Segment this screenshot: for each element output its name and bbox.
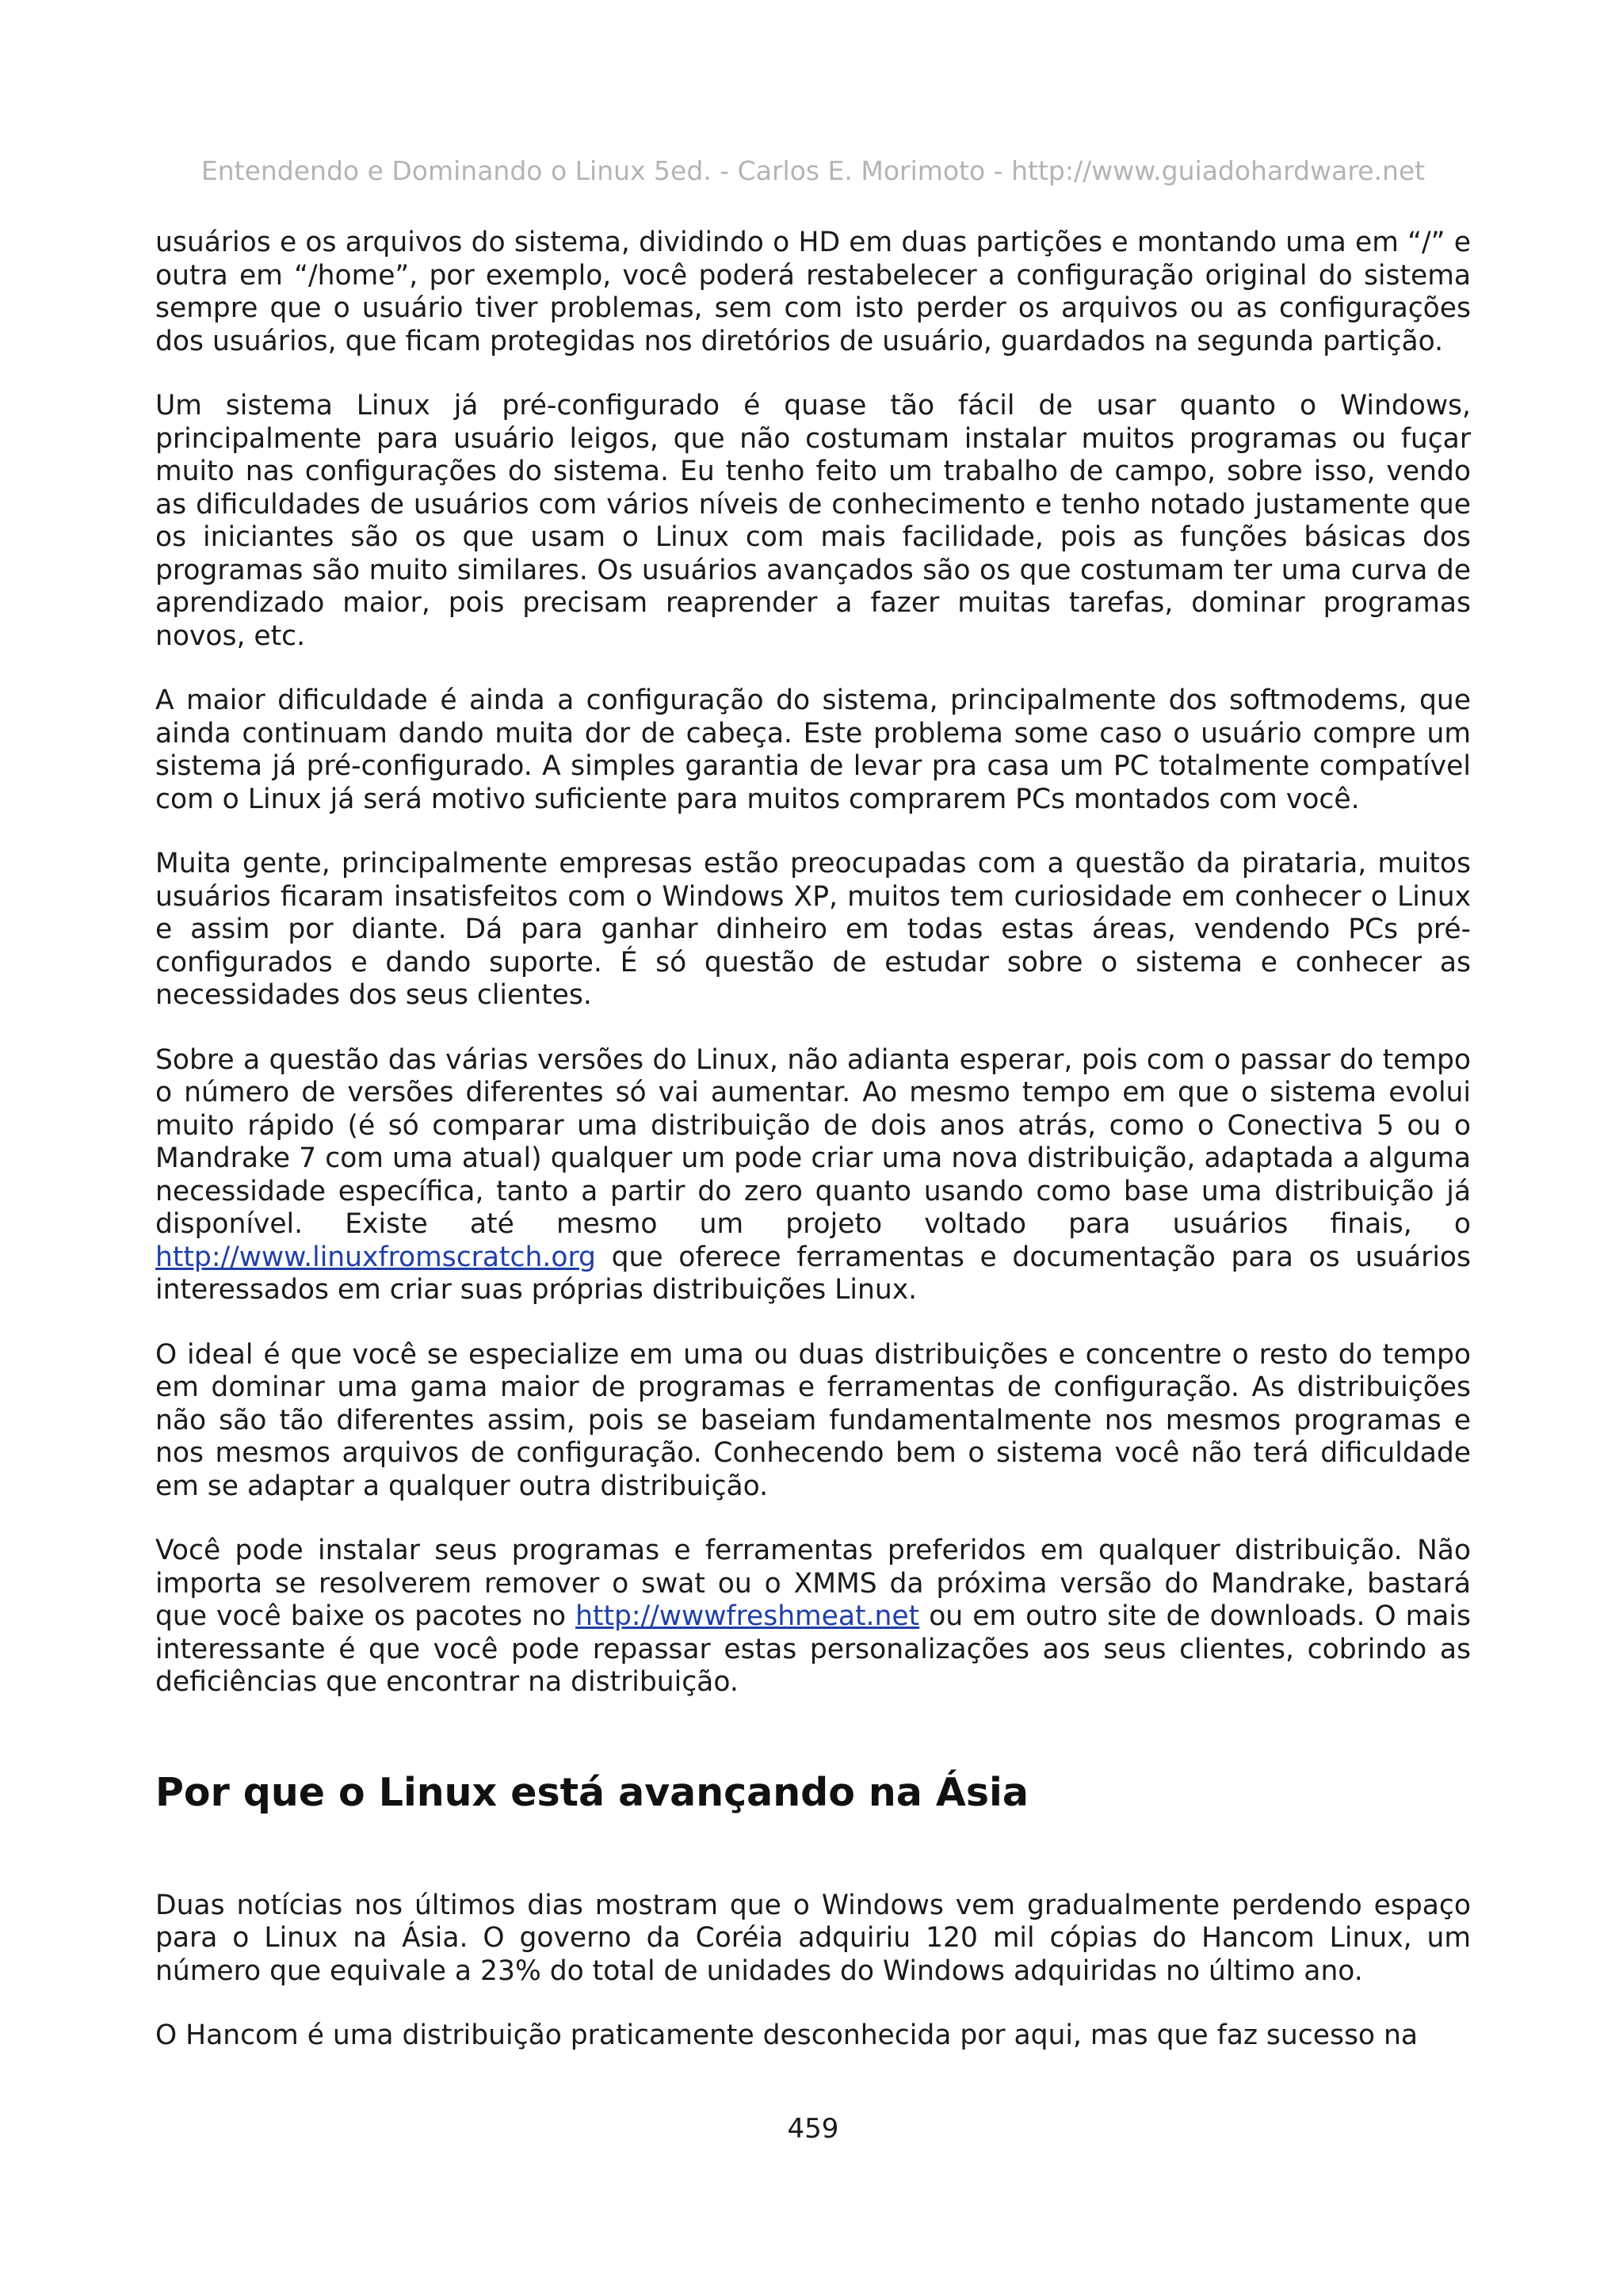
paragraph-text: que oferece ferramentas e documentação para os usuários interessados em criar suas próprias distribuições Linux. xyxy=(155,1241,1471,1306)
paragraph-text: ou em outro site de downloads. O mais interessante é que você pode repassar estas personalizações aos seus clientes, cobrindo as deficiências que encontrar na distribuição. xyxy=(155,1600,1471,1698)
paragraph: usuários e os arquivos do sistema, dividindo o HD em duas partições e montando uma em “/” e outra em “/home”, por exemplo, você poderá restabelecer a configuração original do sistema sempre que o usuário tiver problemas, sem com isto perder os arquivos ou as configurações dos usuários, que ficam protegidas nos diretórios de usuário, guardados na segunda partição. xyxy=(155,227,1471,357)
linuxfromscratch-link[interactable]: http://www.linuxfromscratch.org xyxy=(155,1241,596,1273)
paragraph-with-link xyxy=(155,1044,1471,1307)
paragraph: Um sistema Linux já pré-configurado é quase tão fácil de usar quanto o Windows, principalmente para usuário leigos, que não costumam instalar muitos programas ou fuçar muito nas configurações do sistema. Eu tenho feito um trabalho de campo, sobre isso, vendo as dificuldades de usuários com vários níveis de conhecimento e tenho notado justamente que os iniciantes são os que usam o Linux com mais facilidade, pois as funções básicas dos programas são muito similares. Os usuários avançados são os que costumam ter uma curva de aprendizado maior, pois precisam reaprender a fazer muitas tarefas, dominar programas novos, etc. xyxy=(155,390,1471,652)
paragraph-text: Sobre a questão das várias versões do Linux, não adianta esperar, pois com o passar do tempo o número de versões diferentes só vai aumentar. Ao mesmo tempo em que o sistema evolui muito rápido (é só comparar uma distribuição de dois anos atrás, como o Conectiva 5 ou o Mandrake 7 com uma atual) qualquer um pode criar uma nova distribuição, adaptada a alguma necessidade específica, tanto a partir do zero quanto usando como base uma distribuição já disponível. Existe até mesmo um projeto voltado para usuários finais, o xyxy=(155,1043,1471,1240)
running-header: Entendendo e Dominando o Linux 5ed. - Carlos E. Morimoto - http://www.guiadohardware.net xyxy=(200,155,1426,186)
paragraph: Muita gente, principalmente empresas estão preocupadas com a questão da pirataria, muitos usuários ficaram insatisfeitos com o Windows XP, muitos tem curiosidade em conhecer o Linux e assim por diante. Dá para ganhar dinheiro em todas estas áreas, vendendo PCs pré-configurados e dando suporte. É só questão de estudar sobre o sistema e conhecer as necessidades dos seus clientes. xyxy=(155,848,1471,1011)
paragraph: O ideal é que você se especialize em uma ou duas distribuições e concentre o resto do tempo em dominar uma gama maior de programas e ferramentas de configuração. As distribuições não são tão diferentes assim, pois se baseiam fundamentalmente nos mesmos programas e nos mesmos arquivos de configuração. Conhecendo bem o sistema você não terá dificuldade em se adaptar a qualquer outra distribuição. xyxy=(155,1338,1471,1502)
section-heading: Por que o Linux está avançando na Ásia xyxy=(155,1769,1029,1815)
page-number: 459 xyxy=(787,2113,839,2145)
paragraph: O Hancom é uma distribuição praticamente desconhecida por aqui, mas que faz sucesso na xyxy=(155,2019,1418,2051)
paragraph-text: Você pode instalar seus programas e ferramentas preferidos em qualquer distribuição. Não importa se resolverem remover o swat ou o XMMS da próxima versão do Mandrake, bastará que você baixe os pacotes no xyxy=(155,1535,1471,1632)
paragraph: A maior dificuldade é ainda a configuração do sistema, principalmente dos softmodems, que ainda continuam dando muita dor de cabeça. Este problema some caso o usuário compre um sistema já pré-configurado. A simples garantia de levar pra casa um PC totalmente compatível com o Linux já será motivo suficiente para muitos comprarem PCs montados com você. xyxy=(155,685,1471,815)
freshmeat-link[interactable]: http://wwwfreshmeat.net xyxy=(575,1600,920,1632)
paragraph: Duas notícias nos últimos dias mostram que o Windows vem gradualmente perdendo espaço para o Linux na Ásia. O governo da Coréia adquiriu 120 mil cópias do Hancom Linux, um número que equivale a 23% do total de unidades do Windows adquiridas no último ano. xyxy=(155,1889,1471,1987)
page-body xyxy=(155,227,1471,2084)
paragraph-with-link xyxy=(155,1535,1471,1699)
